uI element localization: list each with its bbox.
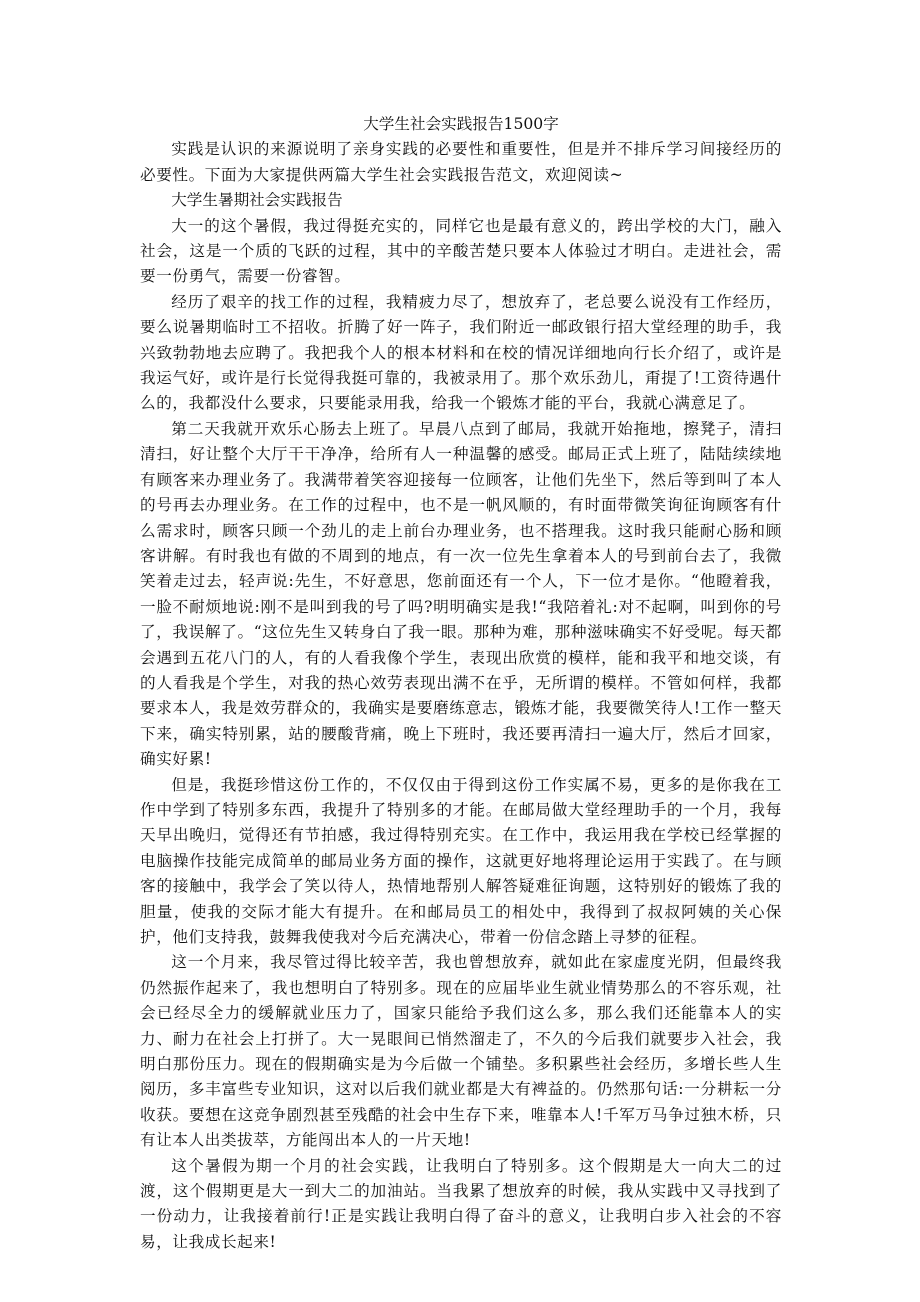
body-paragraph: 这个暑假为期一个月的社会实践，让我明白了特别多。这个假期是大一向大二的过渡，这个假期更是大一到大二的加油站。当我累了想放弃的时候，我从实践中又寻找到了一份动力，让我接着前行!正是实践让我明白得了奋斗的意义，让我明白步入社会的不容易，让我成长起来!: [140, 1156, 782, 1251]
document-title: 大学生社会实践报告1500字: [363, 115, 559, 133]
body-paragraph: 经历了艰辛的找工作的过程，我精疲力尽了，想放弃了，老总要么说没有工作经历，要么说暑期临时工不招收。折腾了好一阵子，我们附近一邮政银行招大堂经理的助手，我兴致勃勃地去应聘了。我把我个人的根本材料和在校的情况详细地向行长介绍了，或许是我运气好，或许是行长觉得我挺可靠的，我被录用了。那个欢乐劲儿，甭提了!工资待遇什么的，我都没什么要求，只要能录用我，给我一个锻炼才能的平台，我就心满意足了。: [140, 292, 782, 413]
body-paragraph: 但是，我挺珍惜这份工作的，不仅仅由于得到这份工作实属不易，更多的是你我在工作中学到了特别多东西，我提升了特别多的才能。在邮局做大堂经理助手的一个月，我每天早出晚归，觉得还有节拍感，我过得特别充实。在工作中，我运用我在学校已经掌握的电脑操作技能完成简单的邮局业务方面的操作，这就更好地将理论运用于实践了。在与顾客的接触中，我学会了笑以待人，热情地帮别人解答疑难征询题，这特别好的锻炼了我的胆量，使我的交际才能大有提升。在和邮局员工的相处中，我得到了叔叔阿姨的关心保护，他们支持我，鼓舞我使我对今后充满决心，带着一份信念踏上寻梦的征程。: [140, 775, 782, 946]
document-page: [140, 112, 782, 1255]
section-title: 大学生暑期社会实践报告: [171, 191, 343, 210]
body-paragraph: 大一的这个暑假，我过得挺充实的，同样它也是最有意义的，跨出学校的大门，融入社会，这是一个质的飞跃的过程，其中的辛酸苦楚只要本人体验过才明白。走进社会，需要一份勇气，需要一份睿智。: [140, 216, 782, 286]
body-paragraph: 第二天我就开欢乐心肠去上班了。早晨八点到了邮局，我就开始拖地，擦凳子，清扫清扫，好让整个大厅干干净净，给所有人一种温馨的感受。邮局正式上班了，陆陆续续地有顾客来办理业务了。我满带着笑容迎接每一位顾客，让他们先坐下，然后等到叫了本人的号再去办理业务。在工作的过程中，也不是一帆风顺的，有时面带微笑询征询顾客有什么需求时，顾客只顾一个劲儿的走上前台办理业务，也不搭理我。这时我只能耐心肠和顾客讲解。有时我也有做的不周到的地点，有一次一位先生拿着本人的号到前台去了，我微笑着走过去，轻声说:先生，不好意思，您前面还有一个人，下一位才是你。“他瞪着我，一脸不耐烦地说:刚不是叫到我的号了吗?明明确实是我!“我陪着礼:对不起啊，叫到你的号了，我误解了。“这位先生又转身白了我一眼。那种为难，那种滋味确实不好受呢。每天都会遇到五花八门的人，有的人看我像个学生，表现出欣赏的模样，能和我平和地交谈，有的人看我是个学生，对我的热心效劳表现出满不在乎，无所谓的模样。不管如何样，我都要求本人，我是效劳群众的，我确实是要磨练意志，锻炼才能，我要微笑待人!工作一整天下来，确实特别累，站的腰酸背痛，晚上下班时，我还要再清扫一遍大厅，然后才回家，确实好累!: [140, 419, 782, 769]
intro-paragraph: 实践是认识的来源说明了亲身实践的必要性和重要性，但是并不排斥学习间接经历的必要性。下面为大家提供两篇大学生社会实践报告范文，欢迎阅读~: [140, 140, 782, 184]
body-paragraph: 这一个月来，我尽管过得比较辛苦，我也曾想放弃，就如此在家虚度光阴，但最终我仍然振作起来了，我也想明白了特别多。现在的应届毕业生就业情势那么的不容乐观，社会已经尽全力的缓解就业压力了，国家只能给予我们这么多，那么我们还能靠本人的实力、耐力在社会上打拼了。大一晃眼间已悄然溜走了，不久的今后我们就要步入社会，我明白那份压力。现在的假期确实是为今后做一个铺垫。多积累些社会经历，多增长些人生阅历，多丰富些专业知识，这对以后我们就业都是大有裨益的。仍然那句话:一分耕耘一分收获。要想在这竞争剧烈甚至残酷的社会中生存下来，唯靠本人!千军万马争过独木桥，只有让本人出类拔萃，方能闯出本人的一片天地!: [140, 953, 782, 1150]
